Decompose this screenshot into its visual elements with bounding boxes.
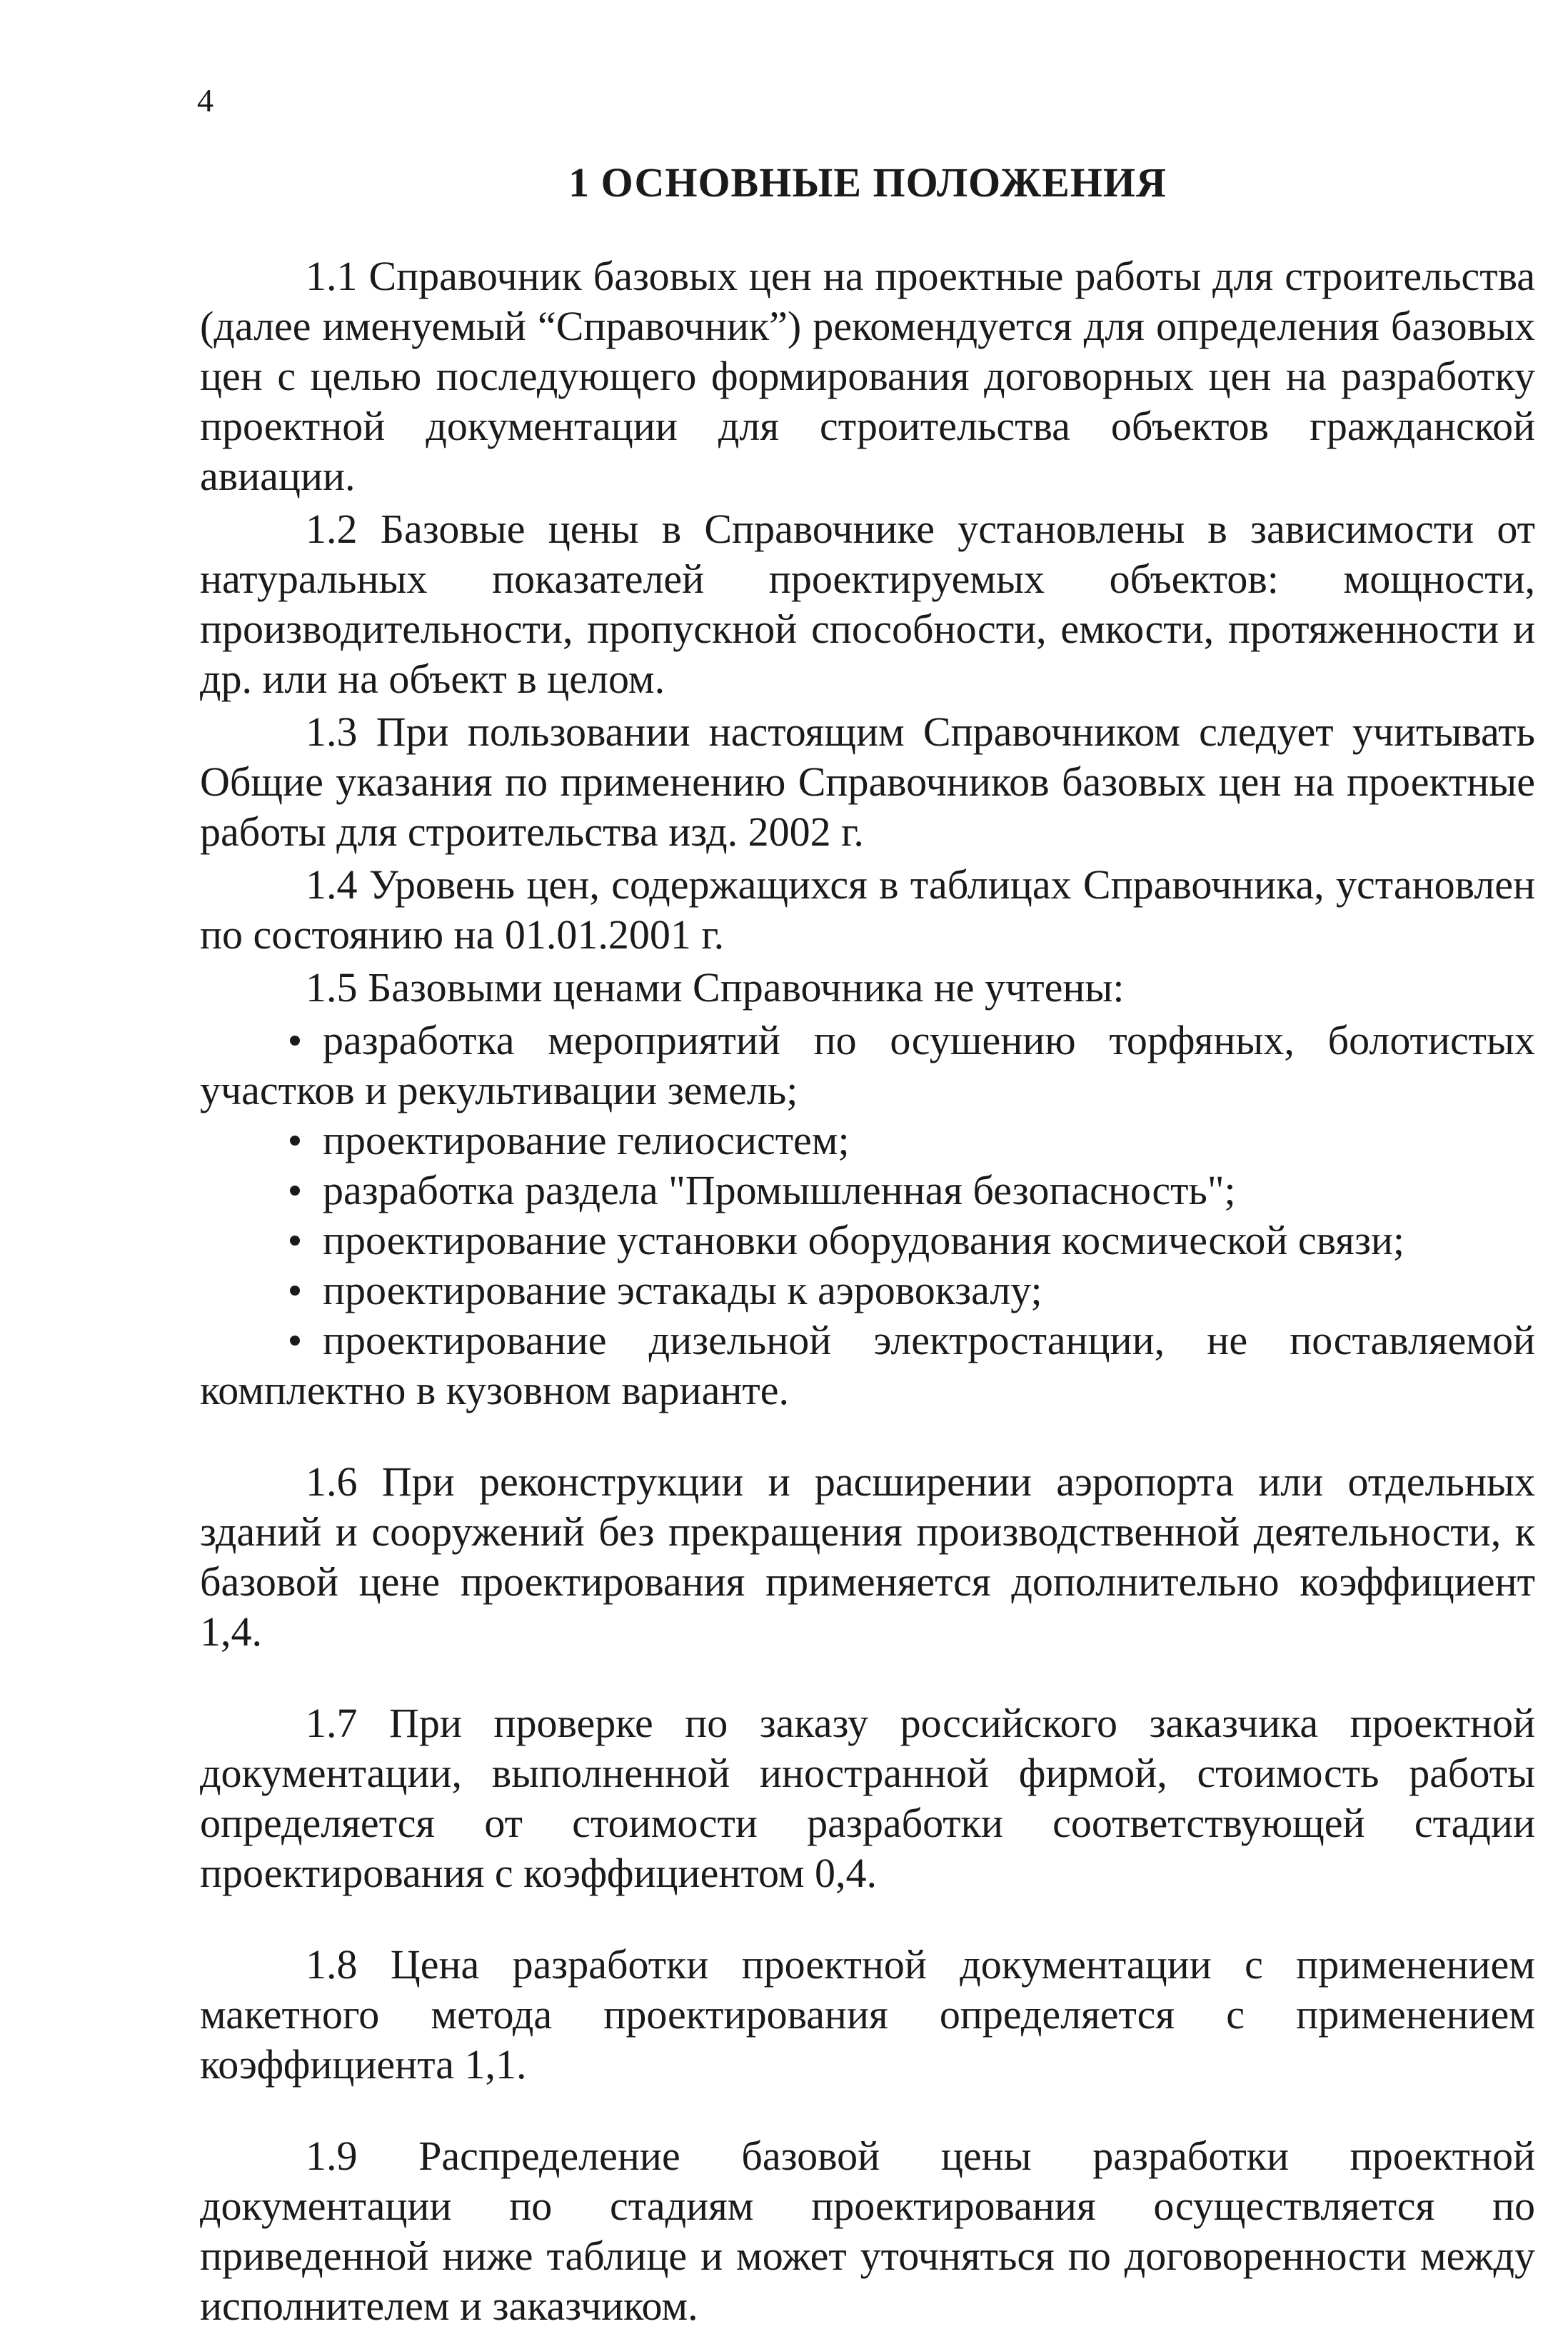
bullet-icon (290, 1136, 300, 1146)
bullet-icon (290, 1236, 300, 1246)
paragraph-1-5: 1.5 Базовыми ценами Справочника не учтены: (306, 964, 1125, 1011)
not-included-list (200, 1016, 1535, 1416)
paragraph-1-6: 1.6 При реконструкции и расширении аэропорта или отдельных зданий и сооружений без прекращения производственной деятельности, к базовой цене проектирования применяется дополнительно коэффициент 1,4. (200, 1458, 1535, 1655)
list-item (200, 1216, 1535, 1266)
section-heading: 1 ОСНОВНЫЕ ПОЛОЖЕНИЯ (568, 159, 1167, 206)
list-item-text: проектирование дизельной электростанции, не поставляемой комплектно в кузовном варианте. (200, 1317, 1535, 1413)
list-item (200, 1166, 1535, 1216)
paragraph-1-9: 1.9 Распределение базовой цены разработки проектной документации по стадиям проектирования осуществляется по приведенной ниже таблице и может уточняться по договоренности между исполнителем и заказчиком. (200, 2133, 1535, 2329)
section-body (200, 251, 1535, 2334)
list-item-text: разработка раздела "Промышленная безопасность"; (323, 1167, 1236, 1213)
paragraph-1-2: 1.2 Базовые цены в Справочнике установлены в зависимости от натуральных показателей проектируемых объектов: мощности, производительности, пропускной способности, емкости, протяженности и др. или на объект в целом. (200, 506, 1535, 702)
list-item-text: проектирование эстакады к аэровокзалу; (323, 1267, 1042, 1313)
list-item-text: проектирование установки оборудования космической связи; (323, 1217, 1405, 1263)
list-item-text: разработка мероприятий по осушению торфяных, болотистых участков и рекультивации земель; (200, 1017, 1535, 1113)
list-item (200, 1316, 1535, 1416)
paragraph-1-4: 1.4 Уровень цен, содержащихся в таблицах Справочника, установлен по состоянию на 01.01.2001 г. (200, 861, 1535, 958)
list-item (200, 1016, 1535, 1116)
paragraph-1-8: 1.8 Цена разработки проектной документации с применением макетного метода проектирования определяется с применением коэффициента 1,1. (200, 1941, 1535, 2088)
list-item (200, 1116, 1535, 1166)
paragraph-1-7: 1.7 При проверке по заказу российского заказчика проектной документации, выполненной иностранной фирмой, стоимость работы определяется от стоимости разработки соответствующей стадии проектирования с коэффициентом 0,4. (200, 1700, 1535, 1896)
list-item-text: проектирование гелиосистем; (323, 1117, 850, 1163)
bullet-icon (290, 1336, 300, 1346)
bullet-icon (290, 1036, 300, 1046)
paragraph-1-3: 1.3 При пользовании настоящим Справочником следует учитывать Общие указания по применению Справочников базовых цен на проектные работы для строительства изд. 2002 г. (200, 708, 1535, 855)
paragraph-1-1: 1.1 Справочник базовых цен на проектные работы для строительства (далее именуемый “Справочник”) рекомендуется для определения базовых цен с целью последующего формирования договорных цен на разработку проектной документации для строительства объектов гражданской авиации. (200, 253, 1535, 499)
page-number: 4 (197, 82, 213, 119)
list-item (200, 1266, 1535, 1316)
bullet-icon (290, 1186, 300, 1196)
bullet-icon (290, 1286, 300, 1296)
